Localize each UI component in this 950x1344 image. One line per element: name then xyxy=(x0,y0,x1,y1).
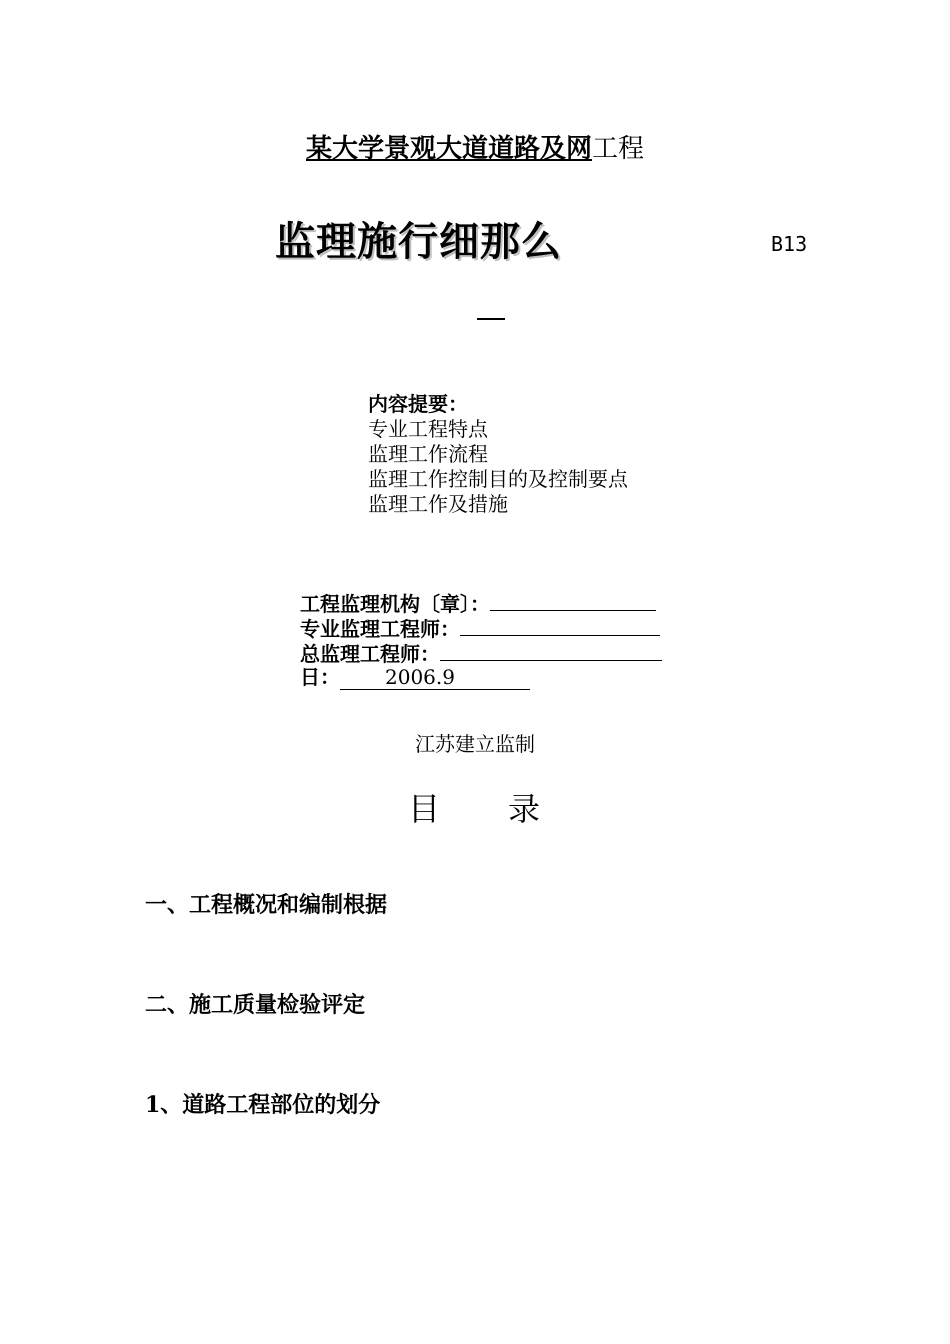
signature-row-date xyxy=(300,665,530,690)
toc-item[interactable]: 1、道路工程部位的划分 xyxy=(145,1092,381,1118)
title-dash-divider xyxy=(477,318,505,320)
summary-item: 监理工作控制目的及控制要点 xyxy=(368,467,628,491)
project-line xyxy=(0,128,950,165)
document-code: B13 xyxy=(771,232,808,256)
summary-item: 监理工作流程 xyxy=(368,442,488,466)
date-label: 日： xyxy=(300,665,340,689)
issuer-name: 江苏建立监制 xyxy=(415,732,535,756)
professional-engineer-label: 专业监理工程师： xyxy=(300,617,460,641)
content-summary xyxy=(368,392,628,517)
summary-heading: 内容提要： xyxy=(368,392,468,416)
signature-row-organization xyxy=(300,590,656,616)
document-title: 监理施行细那么 xyxy=(275,219,562,265)
organization-signature-line[interactable] xyxy=(490,590,656,611)
toc-title-char: 录 xyxy=(508,790,541,828)
chief-engineer-label: 总监理工程师： xyxy=(300,642,440,666)
toc-item[interactable]: 二、施工质量检验评定 xyxy=(145,992,366,1018)
project-suffix: 工程 xyxy=(592,134,645,164)
toc-title xyxy=(408,784,540,830)
organization-label: 工程监理机构〔章〕： xyxy=(300,592,490,616)
signature-row-chief-engineer xyxy=(300,640,662,666)
toc-item[interactable]: 一、工程概况和编制根据 xyxy=(145,892,388,918)
project-name: 某大学景观大道道路及网 xyxy=(305,134,592,164)
toc-title-char: 目 xyxy=(408,790,441,828)
signature-row-professional-engineer xyxy=(300,615,660,641)
professional-engineer-signature-line[interactable] xyxy=(460,615,660,636)
summary-item: 监理工作及措施 xyxy=(368,492,508,516)
summary-item: 专业工程特点 xyxy=(368,417,488,441)
chief-engineer-signature-line[interactable] xyxy=(440,640,662,661)
date-value: 2006.9 xyxy=(340,665,530,690)
